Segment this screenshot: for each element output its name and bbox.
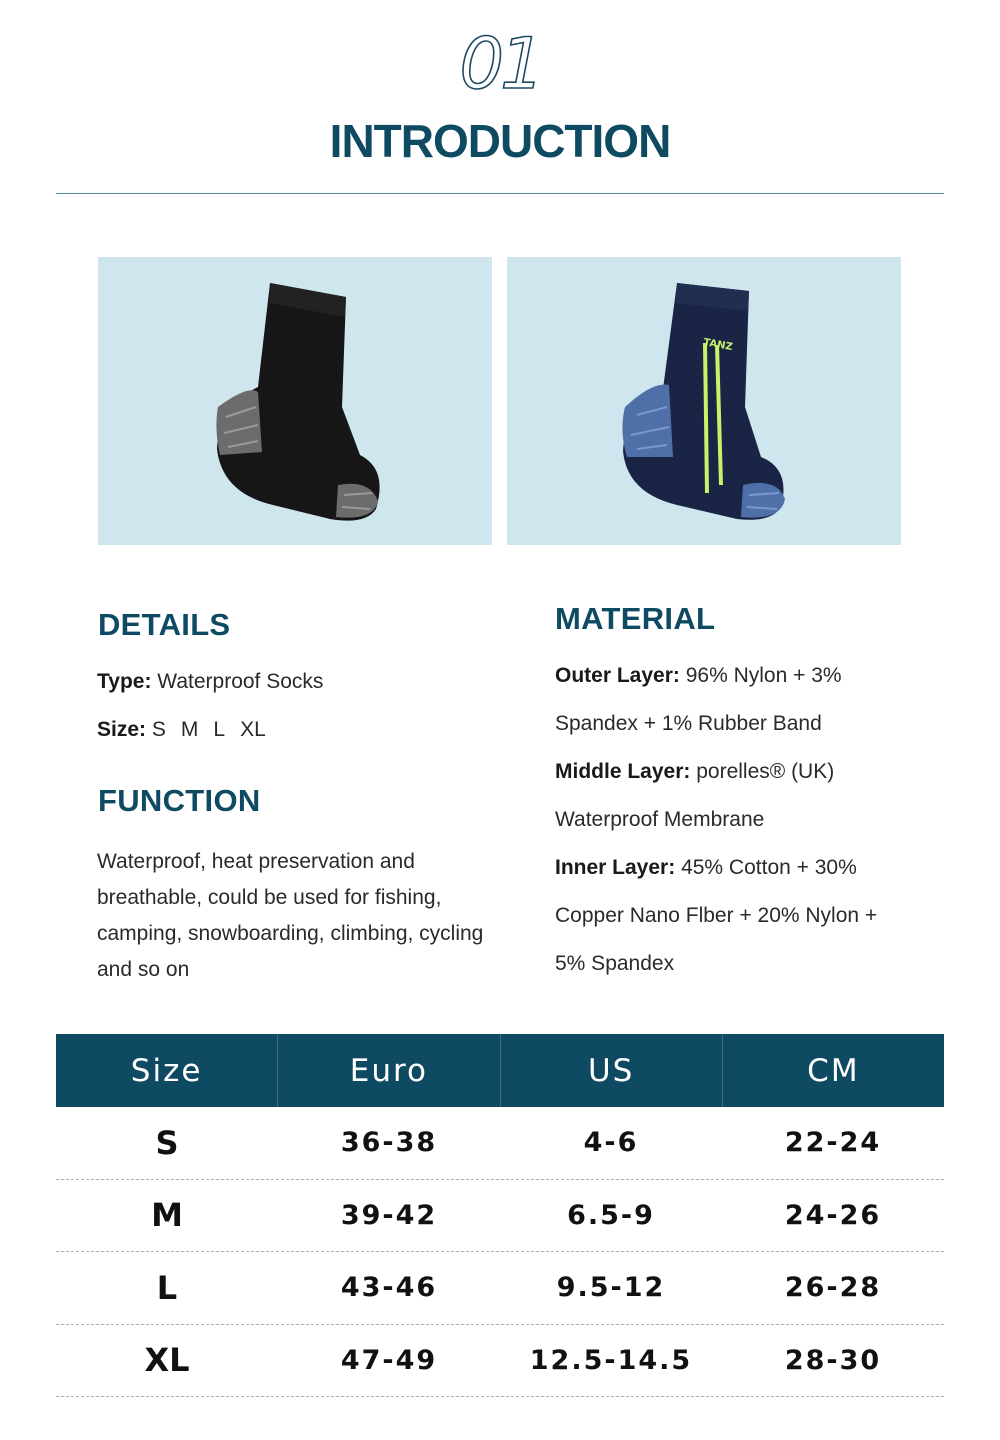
type-label: Type: — [97, 670, 152, 693]
table-cell: 22-24 — [784, 1127, 882, 1159]
navy-sock-illustration — [507, 257, 901, 545]
table-header — [56, 1034, 944, 1107]
inner-layer-line3: 5% Spandex — [555, 952, 675, 975]
inner-layer-value: 45% Cotton + 30% — [681, 856, 857, 879]
size-label: Size: — [97, 718, 147, 741]
svg-text:TANZ: TANZ — [702, 337, 734, 354]
black-sock-illustration — [98, 257, 492, 545]
size-option-s: S — [151, 718, 166, 741]
table-cell: 12.5-14.5 — [529, 1344, 693, 1376]
table-cell: 26-28 — [784, 1272, 882, 1304]
outer-layer-value: 96% Nylon + 3% — [685, 664, 842, 687]
section-title: INTRODUCTION — [329, 115, 671, 167]
middle-layer-line2: Waterproof Membrane — [555, 808, 765, 831]
outer-layer-label: Outer Layer: — [555, 664, 680, 687]
table-cell: S — [155, 1123, 179, 1162]
table-row — [56, 1325, 944, 1398]
table-cell: 9.5-12 — [556, 1272, 666, 1304]
middle-layer-label: Middle Layer: — [555, 760, 691, 783]
column-header-cm: CM — [807, 1052, 860, 1089]
outer-layer-line2: Spandex + 1% Rubber Band — [555, 712, 822, 735]
table-cell: 6.5-9 — [567, 1199, 655, 1231]
size-option-m: M — [180, 718, 199, 741]
divider — [56, 193, 944, 194]
inner-layer-line1 — [555, 856, 857, 880]
table-row — [56, 1252, 944, 1325]
size-option-l: L — [213, 718, 226, 741]
outer-layer-line1 — [555, 664, 842, 688]
column-header-us: US — [501, 1034, 723, 1107]
inner-layer-line2: Copper Nano Flber + 20% Nylon + — [555, 904, 878, 927]
function-text: Waterproof, heat preservation and breathable, could be used for fishing, camping, snowboarding, climbing, cycling and so on — [97, 850, 484, 981]
column-header-size: Size — [56, 1034, 278, 1107]
table-row — [56, 1180, 944, 1253]
product-image-black-sock — [98, 257, 492, 545]
inner-layer-label: Inner Layer: — [555, 856, 676, 879]
section-number: 01 — [459, 23, 541, 105]
size-option-xl: XL — [240, 718, 266, 741]
material-heading: MATERIAL — [555, 601, 716, 636]
table-cell: 39-42 — [340, 1199, 438, 1231]
middle-layer-value: porelles® (UK) — [696, 760, 835, 783]
table-cell: 47-49 — [340, 1344, 438, 1376]
table-cell: XL — [144, 1341, 190, 1380]
table-cell: 28-30 — [784, 1344, 882, 1376]
table-cell: 4-6 — [583, 1127, 639, 1159]
table-cell: L — [156, 1268, 178, 1307]
middle-layer-line1 — [555, 760, 834, 784]
table-cell: 36-38 — [340, 1127, 438, 1159]
type-value: Waterproof Socks — [157, 670, 324, 693]
table-cell: 24-26 — [784, 1199, 882, 1231]
size-table — [56, 1034, 944, 1397]
details-heading: DETAILS — [98, 607, 231, 642]
table-cell: 43-46 — [340, 1272, 438, 1304]
product-image-navy-sock — [507, 257, 901, 545]
table-row — [56, 1107, 944, 1180]
size-line — [97, 718, 281, 742]
column-header-euro: Euro — [278, 1034, 500, 1107]
table-cell: M — [151, 1196, 183, 1235]
function-heading: FUNCTION — [98, 783, 261, 818]
type-line — [97, 670, 323, 694]
